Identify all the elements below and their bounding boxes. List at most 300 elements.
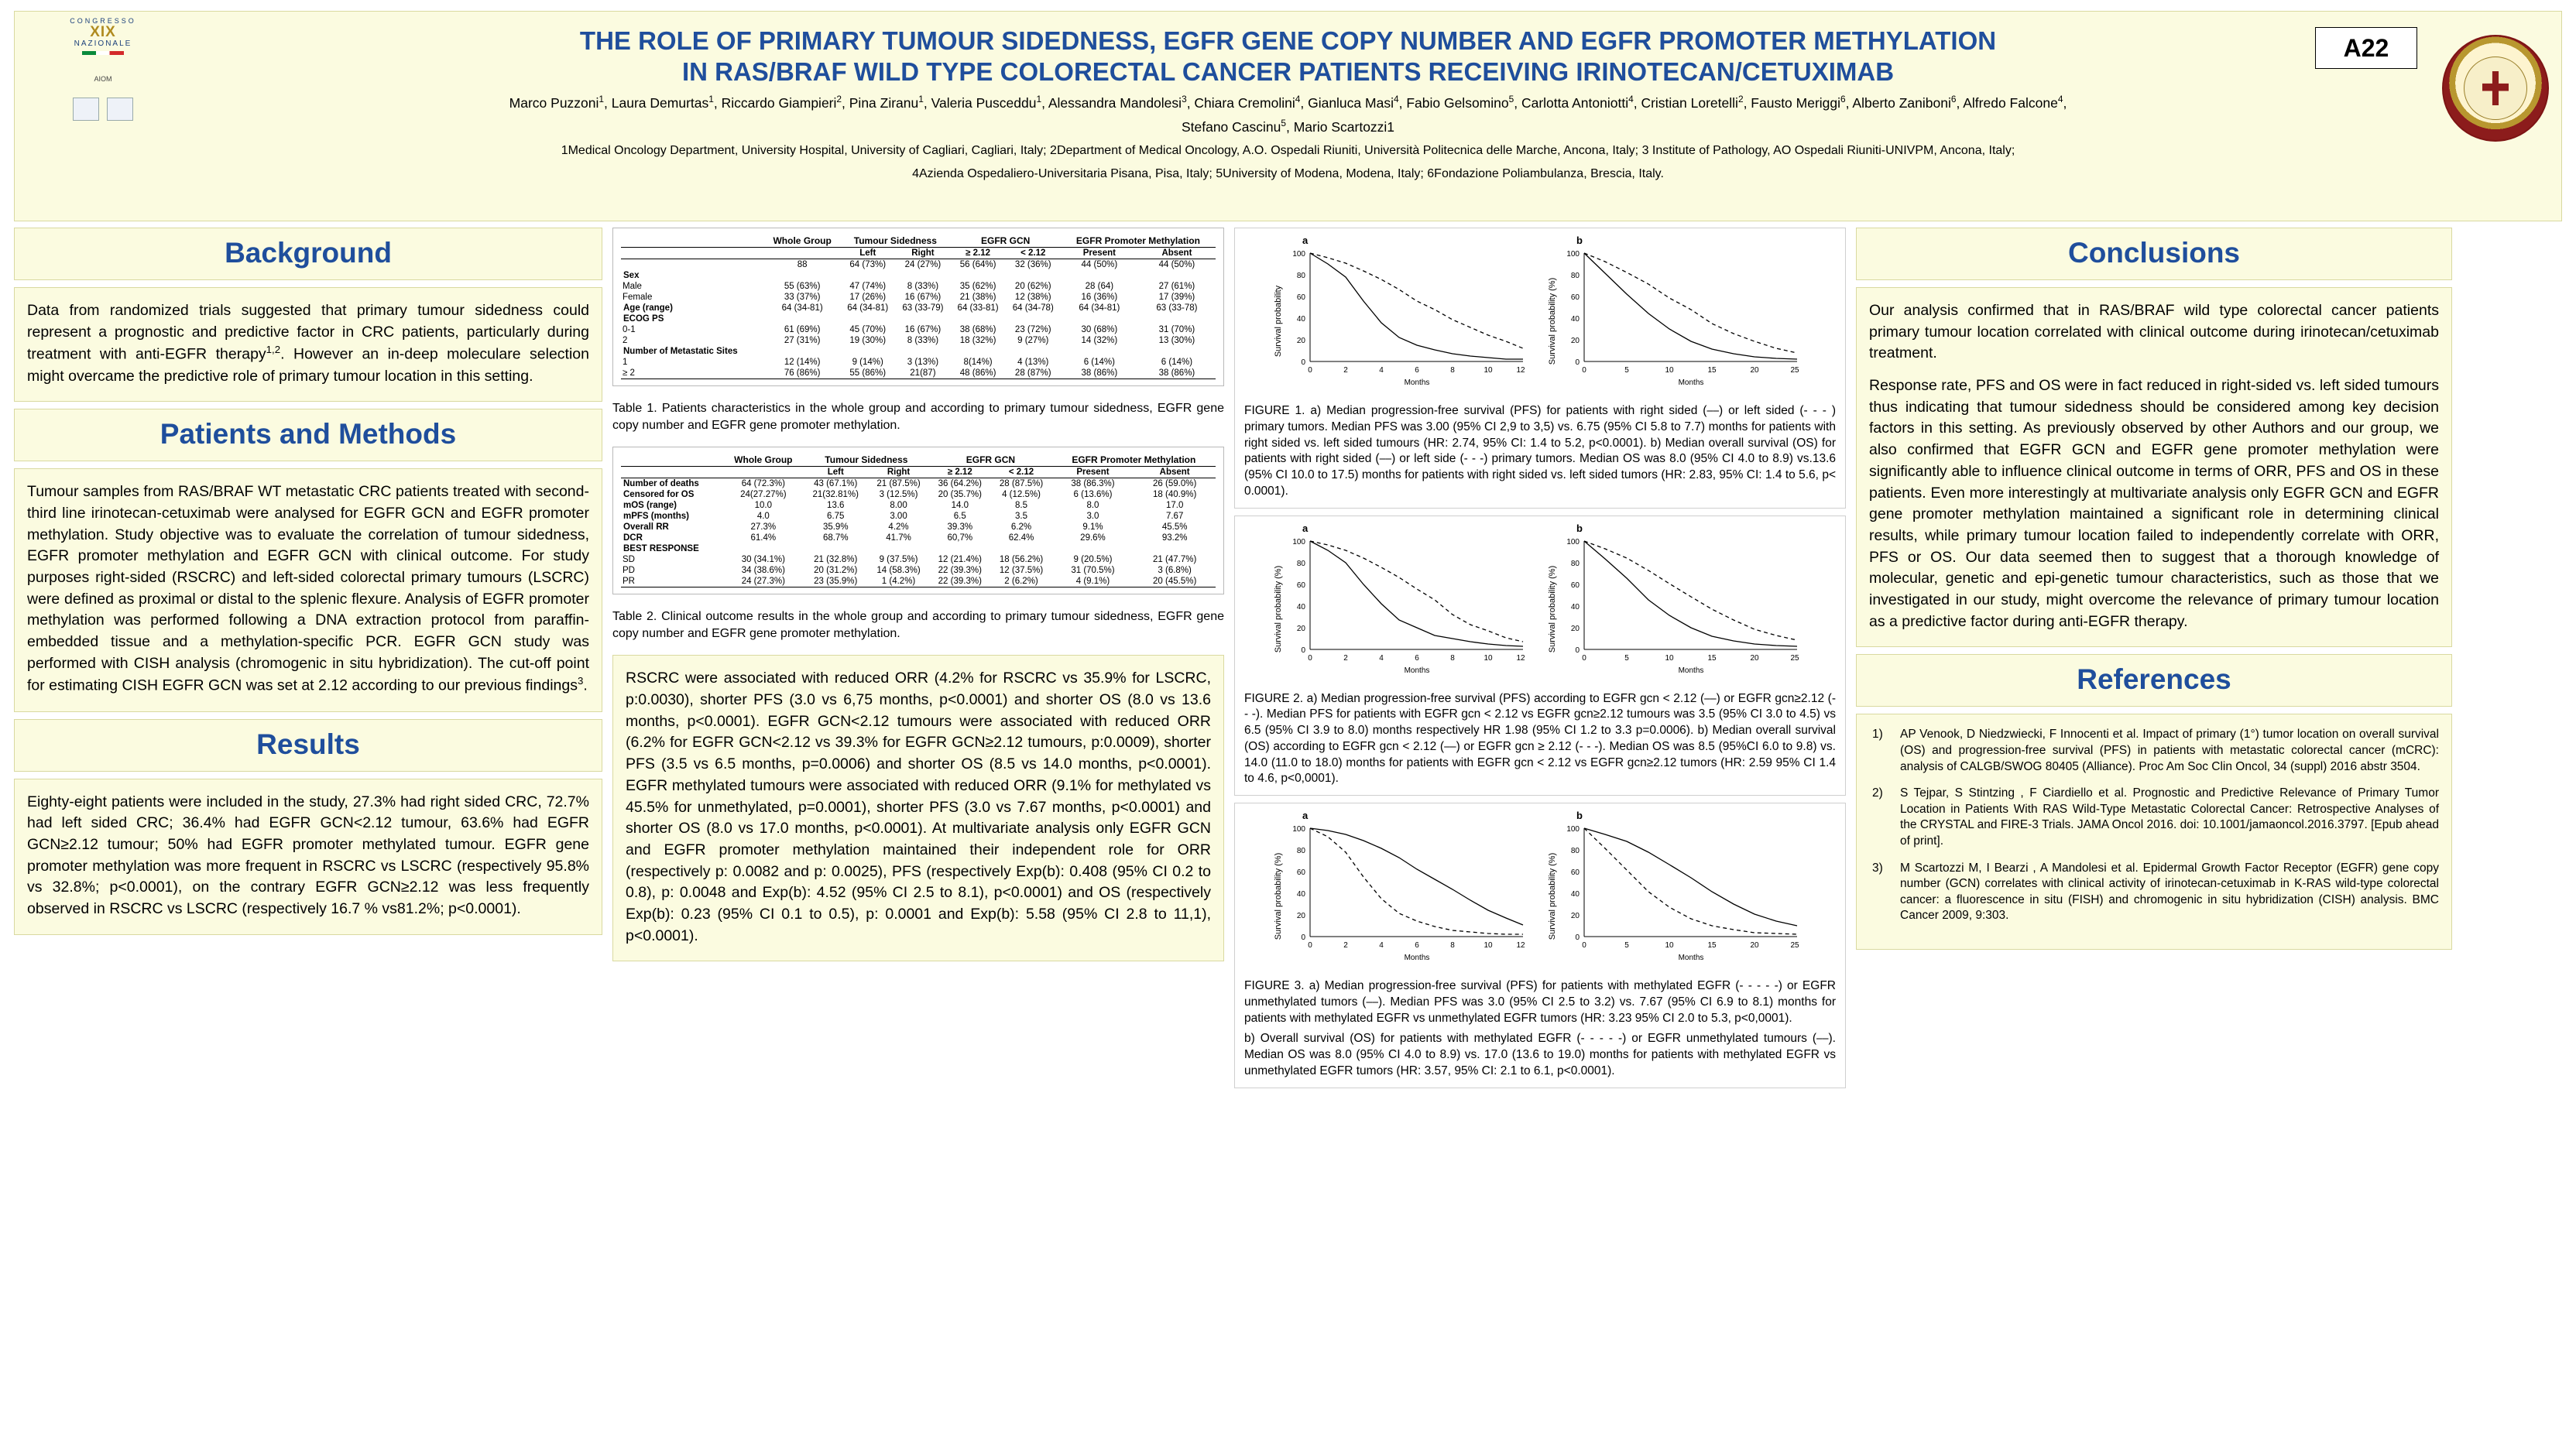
svg-text:80: 80 bbox=[1570, 272, 1580, 280]
cell: 8.0 bbox=[1086, 501, 1099, 511]
table1-group-sidedness: Tumour Sidedness bbox=[840, 235, 950, 248]
table-clinical-outcome bbox=[621, 454, 1216, 587]
figure-1-panel-b bbox=[1545, 236, 1809, 399]
svg-text:60: 60 bbox=[1570, 868, 1580, 878]
table2-group-whole: Whole Group bbox=[723, 454, 804, 467]
cell: 61 (69%) bbox=[784, 325, 821, 334]
authors-line-1: Marco Puzzoni$^1$, Laura Demurtas$^1$, Riccardo Giampieri$^2$, Pina Ziranu$^1$, Valeria Pusceddu$^1$, Alessandra Mandolesi$^3$, Chiara Cremolini$^4$, Gianluca Masi$^4$, Fabio Gelsomino$^5$, Carlotta Antoniotti$^4$, Cristian Loretelli$^2$, Fausto Meriggi$^6$, Alberto Zaniboni$^6$, Alfredo Falcone$^4$, bbox=[509, 93, 2067, 111]
cell: 4 (12.5%) bbox=[1002, 490, 1041, 500]
table-row bbox=[621, 357, 1216, 368]
table-patients-characteristics bbox=[621, 235, 1216, 379]
cell: 39.3% bbox=[947, 522, 973, 533]
cell: 21 (47.7%) bbox=[1153, 555, 1197, 565]
sponsor-logo-1 bbox=[73, 98, 99, 121]
svg-text:5: 5 bbox=[1624, 366, 1629, 375]
svg-text:20: 20 bbox=[1570, 337, 1580, 345]
figure-1-caption: FIGURE 1. a) Median progression-free survival (PFS) for patients with right sided (⎯⎯) or left sided (- - - ) primary tumors. Median PFS was 3.00 (95% CI 2,9 to 3,5) vs. 6.75 (95% CI 5.8 to 7.7) months for patients with right sided vs. left sided tumours (HR: 2.74, 95% CI: 1.4 to 5.2, p<0.0001). b) Median overall survival (OS) for patients with right sided (⎯⎯) or left side (- - -) primary tumors. Median OS was 8.0 (95% CI 4.0 to 8.9) vs.13.6 (95% CI 10.0 to 17.5) months for patients with right sided vs. left sided tumors (HR: 2.83, 95% CI: 1.4 to 5.6, p< 0.0001). bbox=[1244, 404, 1836, 498]
table2-sub-absent: Absent bbox=[1134, 467, 1216, 478]
cell: 55 (86%) bbox=[840, 368, 895, 379]
cell: 20 (35.7%) bbox=[938, 490, 982, 500]
cell: 22 (39.3%) bbox=[929, 576, 990, 587]
svg-text:25: 25 bbox=[1790, 366, 1799, 375]
cell: 9 (27%) bbox=[1017, 336, 1049, 345]
table1-sub-absent: Absent bbox=[1138, 248, 1216, 259]
cell: 24 (27.3%) bbox=[723, 576, 804, 587]
row-label: 2 bbox=[623, 336, 628, 345]
cell: 10.0 bbox=[754, 501, 773, 511]
figure-3a-chart bbox=[1271, 811, 1535, 970]
cell: 6 (13.6%) bbox=[1073, 490, 1113, 500]
cell: 64 (34-81) bbox=[1079, 303, 1120, 313]
svg-text:0: 0 bbox=[1308, 366, 1312, 375]
table-row bbox=[621, 259, 1216, 271]
svg-text:6: 6 bbox=[1415, 653, 1419, 663]
figure-2b-chart bbox=[1545, 524, 1809, 683]
cell: 18 (40.9%) bbox=[1153, 490, 1197, 500]
svg-text:0: 0 bbox=[1582, 653, 1586, 663]
svg-text:10: 10 bbox=[1665, 366, 1674, 375]
table-row bbox=[621, 335, 1216, 346]
table2-sub-left: Left bbox=[804, 467, 868, 478]
figure-1a-chart bbox=[1271, 236, 1535, 395]
reference-text: S Tejpar, S Stintzing , F Ciardiello et al. Prognostic and Predictive Relevance of Primary Tumor Location in Patients With RAS Wild-Type Metastatic Colorectal Cancer: Retrospective Analyses of the CRYSTAL and FIRE-3 Trials. JAMA Oncol 2016. doi: 10.1001/jamaoncol.2016.3797. [Epub ahead of print]. bbox=[1900, 786, 2439, 848]
svg-text:10: 10 bbox=[1665, 653, 1674, 663]
cell: 6 (14%) bbox=[1161, 358, 1193, 367]
row-label: Censored for OS bbox=[623, 490, 695, 500]
svg-text:0: 0 bbox=[1575, 358, 1580, 367]
university-crest-logo bbox=[2442, 35, 2549, 142]
svg-text:10: 10 bbox=[1484, 653, 1493, 663]
cell: 45.5% bbox=[1161, 522, 1188, 533]
cell: 61.4% bbox=[750, 533, 777, 543]
table-row bbox=[621, 281, 1216, 292]
svg-text:12: 12 bbox=[1516, 941, 1525, 951]
congress-logo-top: CONGRESSO bbox=[70, 17, 136, 25]
cell: 21(32.81%) bbox=[812, 490, 859, 500]
figure-2-panel-a-label: a bbox=[1302, 522, 1309, 534]
cell: 21(87) bbox=[895, 368, 950, 379]
table1-group-whole: Whole Group bbox=[764, 235, 840, 248]
cell: 4.0 bbox=[756, 512, 770, 522]
cell: 14 (58.3%) bbox=[876, 566, 921, 576]
table-row bbox=[621, 576, 1216, 587]
cell: 38 (68%) bbox=[959, 325, 996, 334]
cell: 68.7% bbox=[822, 533, 849, 543]
cell: 60,7% bbox=[947, 533, 973, 543]
cell: 28 (87%) bbox=[1006, 368, 1061, 379]
table1-sub-left: Left bbox=[840, 248, 895, 259]
cell: 4 (13%) bbox=[1017, 358, 1049, 367]
svg-text:10: 10 bbox=[1484, 941, 1493, 951]
cell: 27 (31%) bbox=[784, 336, 821, 345]
svg-text:4: 4 bbox=[1379, 366, 1384, 375]
svg-text:Months: Months bbox=[1678, 954, 1704, 963]
cell: 4 (9.1%) bbox=[1052, 576, 1134, 587]
cell: 35 (62%) bbox=[959, 282, 996, 291]
cell: 47 (74%) bbox=[849, 282, 887, 291]
svg-text:40: 40 bbox=[1570, 602, 1580, 611]
row-label: DCR bbox=[623, 533, 643, 543]
figure-1-container bbox=[1234, 228, 1846, 509]
cell: 22 (39.3%) bbox=[938, 566, 982, 576]
cell: 31 (70.5%) bbox=[1071, 566, 1115, 576]
table2-group-header-row bbox=[621, 454, 1216, 467]
cell: 41.7% bbox=[886, 533, 911, 543]
cell: 23 (72%) bbox=[1014, 325, 1051, 334]
table-row bbox=[621, 313, 1216, 324]
svg-text:4: 4 bbox=[1379, 653, 1384, 663]
cell: 6.2% bbox=[1010, 522, 1032, 533]
svg-text:2: 2 bbox=[1343, 653, 1348, 663]
list-item bbox=[1869, 861, 2439, 924]
svg-text:Survival probability: Survival probability bbox=[1274, 285, 1283, 358]
figure-2a-chart bbox=[1271, 524, 1535, 683]
svg-text:80: 80 bbox=[1570, 847, 1580, 856]
cell: 20 (62%) bbox=[1014, 282, 1051, 291]
cell: 14.0 bbox=[951, 501, 969, 511]
svg-text:20: 20 bbox=[1570, 912, 1580, 921]
congress-logo-mid: NAZIONALE bbox=[74, 39, 132, 49]
cell: 3 (13%) bbox=[907, 358, 939, 367]
cell: 13.6 bbox=[827, 501, 845, 511]
cell: 44 (50%) bbox=[1158, 260, 1195, 269]
table1-sub-gcn-low: < 2.12 bbox=[1006, 248, 1061, 259]
cell: 21 (38%) bbox=[959, 293, 996, 302]
row-label: Overall RR bbox=[623, 522, 669, 533]
table1-group-gcn: EGFR GCN bbox=[951, 235, 1061, 248]
svg-text:0: 0 bbox=[1575, 646, 1580, 655]
cell: 93.2% bbox=[1161, 533, 1188, 543]
svg-text:40: 40 bbox=[1296, 315, 1305, 324]
cell: 62.4% bbox=[1008, 533, 1034, 543]
svg-text:5: 5 bbox=[1624, 941, 1629, 951]
cell: 55 (63%) bbox=[784, 282, 821, 291]
cell: 64 (34-81) bbox=[847, 303, 889, 313]
cell: 26 (59.0%) bbox=[1153, 479, 1197, 489]
italian-flag-icon bbox=[82, 51, 124, 55]
cell: 8.00 bbox=[890, 501, 907, 511]
poster-columns bbox=[11, 228, 2565, 1088]
table1-group-header-row bbox=[621, 235, 1216, 248]
svg-text:2: 2 bbox=[1343, 366, 1348, 375]
table1-body bbox=[621, 259, 1216, 379]
figure-3b-chart bbox=[1545, 811, 1809, 970]
section-title-results: Results bbox=[14, 719, 602, 772]
cell: 43 (67.1%) bbox=[814, 479, 858, 489]
svg-text:Months: Months bbox=[1404, 379, 1430, 387]
cell: 34 (38.6%) bbox=[741, 566, 785, 576]
figure-3-panel-a bbox=[1271, 811, 1535, 974]
row-label: Number of deaths bbox=[623, 479, 699, 489]
cell: 28 (87.5%) bbox=[999, 479, 1044, 489]
svg-text:60: 60 bbox=[1296, 868, 1305, 878]
section-title-conclusions: Conclusions bbox=[1856, 228, 2452, 280]
svg-text:2: 2 bbox=[1343, 941, 1348, 951]
cell: 12 (21.4%) bbox=[938, 555, 982, 565]
cell: 44 (50%) bbox=[1081, 260, 1118, 269]
cell: 9 (37.5%) bbox=[879, 555, 918, 565]
cell: 30 (34.1%) bbox=[741, 555, 785, 565]
section-title-patients-methods: Patients and Methods bbox=[14, 409, 602, 461]
cell: 64 (73%) bbox=[849, 260, 887, 269]
svg-text:25: 25 bbox=[1790, 941, 1799, 951]
table2-body bbox=[621, 478, 1216, 587]
svg-text:20: 20 bbox=[1750, 366, 1759, 375]
svg-text:0: 0 bbox=[1575, 933, 1580, 943]
congress-logo bbox=[26, 18, 180, 121]
cell: 14 (32%) bbox=[1081, 336, 1118, 345]
svg-text:12: 12 bbox=[1516, 366, 1525, 375]
table2-group-gcn: EGFR GCN bbox=[929, 454, 1052, 467]
svg-text:15: 15 bbox=[1707, 366, 1717, 375]
cell: 76 (86%) bbox=[764, 368, 840, 379]
svg-text:60: 60 bbox=[1570, 293, 1580, 302]
column-four bbox=[1856, 228, 2452, 1088]
svg-text:80: 80 bbox=[1296, 559, 1305, 568]
table-row bbox=[621, 270, 1216, 281]
table1-sub-header-row bbox=[621, 248, 1216, 259]
figure-1b-chart bbox=[1545, 236, 1809, 395]
figure-3-panels bbox=[1244, 811, 1836, 974]
cell: 6 (14%) bbox=[1083, 358, 1115, 367]
figure-2-panels bbox=[1244, 524, 1836, 687]
authors-line-2: Stefano Cascinu$^5$, Mario Scartozzi1 bbox=[1181, 117, 1395, 135]
svg-text:Months: Months bbox=[1404, 954, 1430, 963]
conclusions-paragraph-2: Response rate, PFS and OS were in fact reduced in right-sided vs. left sided tumours thus indicating that tumour sidedness should be considered among key decision factors in this setting. As previously observed by other Authors and our group, we also confirmed that EGFR GCN and EGFR gene promoter methylation were significantly able to influence clinical outcome in terms of ORR, PFS and OS in these patients. Even more interestingly at multivariate analysis only EGFR GCN and EGFR gene promoter methylation maintained a significant role in determining clinical results, while primary tumour location failed to independently correlate with ORR, PFS or OS. Our data seemed then to suggest that a thorough knowledge of molecular, genetic and epi-genetic tumour characteristics, such as those that we investigated in our study, might overcome the relevance of primary tumour location as a predictive factor during anti-EGFR therapy. bbox=[1869, 377, 2439, 630]
list-item bbox=[1869, 727, 2439, 775]
table2-sub-header-row bbox=[621, 467, 1216, 478]
cell: 64 (72.3%) bbox=[741, 479, 785, 489]
section-body-conclusions bbox=[1856, 287, 2452, 647]
svg-text:60: 60 bbox=[1570, 581, 1580, 590]
table2-caption: Table 2. Clinical outcome results in the whole group and according to primary tumour sidedness, EGFR gene copy number and EGFR gene promoter methylation. bbox=[612, 610, 1224, 640]
svg-text:100: 100 bbox=[1566, 825, 1580, 834]
cell: 18 (56.2%) bbox=[999, 555, 1044, 565]
cell: 88 bbox=[797, 260, 808, 269]
cell: 21 (87.5%) bbox=[876, 479, 921, 489]
section-title-background: Background bbox=[14, 228, 602, 280]
reference-number: 3) bbox=[1872, 861, 1883, 875]
cell: 12 (37.5%) bbox=[999, 566, 1044, 576]
cell: 38 (86%) bbox=[1138, 368, 1216, 379]
svg-text:Survival probability (%): Survival probability (%) bbox=[1274, 565, 1283, 653]
svg-text:Survival probability (%): Survival probability (%) bbox=[1548, 277, 1557, 365]
svg-text:10: 10 bbox=[1484, 366, 1493, 375]
table-row bbox=[621, 554, 1216, 565]
row-label: Age (range) bbox=[623, 303, 673, 313]
svg-text:20: 20 bbox=[1570, 624, 1580, 633]
figure-1-panel-a-label: a bbox=[1302, 235, 1309, 246]
table1-container bbox=[612, 228, 1224, 386]
table2-sub-present: Present bbox=[1052, 467, 1134, 478]
row-label: Sex bbox=[623, 271, 640, 280]
cell: 8 (33%) bbox=[907, 282, 939, 291]
row-label: Male bbox=[623, 282, 642, 291]
table2-sub-gcn-low: < 2.12 bbox=[990, 467, 1051, 478]
cell: 3.00 bbox=[890, 512, 907, 522]
row-label: BEST RESPONSE bbox=[623, 544, 699, 554]
table-row bbox=[621, 292, 1216, 303]
table-row bbox=[621, 533, 1216, 543]
svg-text:0: 0 bbox=[1308, 653, 1312, 663]
row-label: mPFS (months) bbox=[623, 512, 689, 522]
cell: 38 (86.3%) bbox=[1071, 479, 1115, 489]
svg-text:20: 20 bbox=[1750, 941, 1759, 951]
svg-text:40: 40 bbox=[1296, 890, 1305, 899]
reference-number: 1) bbox=[1872, 728, 1883, 742]
svg-text:0: 0 bbox=[1308, 941, 1312, 951]
cell: 33 (37%) bbox=[784, 293, 821, 302]
svg-text:80: 80 bbox=[1570, 559, 1580, 568]
svg-text:60: 60 bbox=[1296, 581, 1305, 590]
list-item bbox=[1869, 786, 2439, 849]
figure-2-panel-a bbox=[1271, 524, 1535, 687]
row-label: SD bbox=[623, 555, 635, 565]
table1-sub-right: Right bbox=[895, 248, 950, 259]
cell: 12 (14%) bbox=[784, 358, 821, 367]
cell: 32 (36%) bbox=[1014, 260, 1051, 269]
poster-header bbox=[14, 11, 2562, 221]
cell: 45 (70%) bbox=[849, 325, 887, 334]
svg-text:Months: Months bbox=[1678, 379, 1704, 387]
svg-text:15: 15 bbox=[1707, 653, 1717, 663]
cell: 35.9% bbox=[822, 522, 849, 533]
cell: 24 (27%) bbox=[904, 260, 942, 269]
table1-sub-present: Present bbox=[1061, 248, 1138, 259]
cell: 63 (33-78) bbox=[1156, 303, 1198, 313]
cell: 3.5 bbox=[1015, 512, 1028, 522]
figure-3-container bbox=[1234, 803, 1846, 1088]
figure-1-panels bbox=[1244, 236, 1836, 399]
svg-text:Months: Months bbox=[1678, 666, 1704, 675]
reference-text: AP Venook, D Niedzwiecki, F Innocenti et al. Impact of primary (1°) tumor location on overall survival (OS) and progression-free survival (PFS) in patients with metastatic colorectal cancer (mCRC): analysis of CALGB/SWOG 80405 (Alliance). Proc Am Soc Clin Oncol, 34 (suppl) 2016 abstr 3504. bbox=[1900, 728, 2439, 773]
table2-group-sidedness: Tumour Sidedness bbox=[804, 454, 930, 467]
table-row bbox=[621, 489, 1216, 500]
cell: 64 (34-78) bbox=[1012, 303, 1054, 313]
svg-text:Months: Months bbox=[1404, 666, 1430, 675]
svg-text:8: 8 bbox=[1450, 941, 1455, 951]
cell: 4.2% bbox=[888, 522, 909, 533]
svg-text:Survival probability (%): Survival probability (%) bbox=[1548, 565, 1557, 653]
svg-text:100: 100 bbox=[1566, 537, 1580, 546]
svg-text:Survival probability (%): Survival probability (%) bbox=[1274, 852, 1283, 940]
page-title bbox=[208, 26, 2368, 88]
figure-2-caption: FIGURE 2. a) Median progression-free survival (PFS) according to EGFR gcn < 2.12 (⎯⎯) or EGFR gcn≥2.12 (- - -). Median PFS for patients with EGFR gcn < 2.12 vs EGFR gcn≥2.12 tumours was 3.5 (95% CI 3.0 to 4.5) vs 6.5 (95% CI 3.9 to 8.0) months respectively HR 1.98 (95% CI 1.2 to 3.3 p=0.0006). b) Median overall survival (OS) according to EGFR gcn < 2.12 (⎯⎯) or EGFR gcn ≥ 2.12 (- - -). Median OS was 8.5 (95%CI 6.0 to 9.8) vs. 14.0 (11.0 to 18.0) months for patients with EGFR gcn < 2.12 vs EGFR gcn≥2.12 tumors (HR: 2.59 95% CI 1.4 to 4.6, p<0,0001). bbox=[1244, 691, 1836, 786]
svg-text:0: 0 bbox=[1582, 941, 1586, 951]
cell: 48 (86%) bbox=[951, 368, 1006, 379]
section-body-patients-methods: Tumour samples from RAS/BRAF WT metastatic CRC patients treated with second-third line irinotecan-cetuximab were analysed for EGFR GCN and EGFR promoter methylation. Study objective was to evaluate the correlation of tumour sidedness, EGFR promoter methylation and EGFR GCN with clinical outcome. For study purposes right-sided (RSCRC) and left-sided colorectal primary tumours (LSCRC) were defined as proximal or distal to the splenic flexure. Analysis of EGFR promoter methylation was performed following a DNA extraction protocol from paraffin-embedded tissue and a methylation-specific PCR. EGFR GCN study was performed with CISH analysis (chromogenic in situ hybridization). The cut-off point for estimating CISH EGFR GCN was set at 2.12 according to our previous findings$^3$. bbox=[14, 468, 602, 711]
svg-text:40: 40 bbox=[1570, 890, 1580, 899]
figure-2-panel-b bbox=[1545, 524, 1809, 687]
cell: 16 (67%) bbox=[904, 293, 942, 302]
cell: 27 (61%) bbox=[1158, 282, 1195, 291]
cell: 16 (36%) bbox=[1081, 293, 1118, 302]
cell: 31 (70%) bbox=[1158, 325, 1195, 334]
reference-number: 2) bbox=[1872, 786, 1883, 800]
table-row bbox=[621, 543, 1216, 554]
figure-1-panel-a bbox=[1271, 236, 1535, 399]
cell: 17.0 bbox=[1165, 501, 1184, 511]
svg-text:15: 15 bbox=[1707, 941, 1717, 951]
cell: 3 (6.8%) bbox=[1158, 566, 1192, 576]
svg-text:8: 8 bbox=[1450, 653, 1455, 663]
title-line-2: IN RAS/BRAF WILD TYPE COLORECTAL CANCER PATIENTS RECEIVING IRINOTECAN/CETUXIMAB bbox=[681, 57, 1895, 87]
svg-text:80: 80 bbox=[1296, 847, 1305, 856]
cell: 9.1% bbox=[1082, 522, 1103, 533]
cell: 17 (39%) bbox=[1158, 293, 1195, 302]
svg-text:20: 20 bbox=[1296, 624, 1305, 633]
table-row bbox=[621, 324, 1216, 335]
table-row bbox=[621, 346, 1216, 357]
sponsor-logos bbox=[26, 98, 180, 121]
table-row bbox=[621, 511, 1216, 522]
cell: 36 (64.2%) bbox=[938, 479, 982, 489]
figure-2-panel-b-label: b bbox=[1576, 522, 1583, 534]
svg-text:25: 25 bbox=[1790, 653, 1799, 663]
section-body-background: Data from randomized trials suggested that primary tumour sidedness could represent a prognostic and predictive factor in CRC patients, particularly during treatment with anti-EGFR therapy$^{1,2}$. However an in-deep moleculare selection might overcame the predictive role of primary tumour location in this setting. bbox=[14, 287, 602, 402]
svg-text:80: 80 bbox=[1296, 272, 1305, 280]
row-label: ECOG PS bbox=[623, 314, 664, 324]
table2-sub-right: Right bbox=[868, 467, 929, 478]
svg-text:6: 6 bbox=[1415, 366, 1419, 375]
svg-text:5: 5 bbox=[1624, 653, 1629, 663]
congress-logo-roman: XIX bbox=[90, 24, 116, 41]
svg-text:10: 10 bbox=[1665, 941, 1674, 951]
row-label: Female bbox=[623, 293, 653, 302]
figure-2-container bbox=[1234, 516, 1846, 796]
svg-text:100: 100 bbox=[1292, 250, 1305, 259]
column-two bbox=[612, 228, 1224, 1088]
cell: 1 (4.2%) bbox=[868, 576, 929, 587]
cell: 20 (31.2%) bbox=[814, 566, 858, 576]
cell: 38 (86%) bbox=[1061, 368, 1138, 379]
cell: 12 (38%) bbox=[1014, 293, 1051, 302]
cell: 30 (68%) bbox=[1081, 325, 1118, 334]
cell: 24(27.27%) bbox=[740, 490, 787, 500]
svg-text:12: 12 bbox=[1516, 653, 1525, 663]
cell: 64 (33-81) bbox=[957, 303, 999, 313]
column-three bbox=[1234, 228, 1846, 1088]
cell: 2 (6.2%) bbox=[990, 576, 1051, 587]
svg-text:6: 6 bbox=[1415, 941, 1419, 951]
cell: 63 (33-79) bbox=[902, 303, 944, 313]
cell: 3.0 bbox=[1086, 512, 1099, 522]
cell: 56 (64%) bbox=[959, 260, 996, 269]
cell: 6.75 bbox=[827, 512, 845, 522]
row-label: 1 bbox=[623, 358, 628, 367]
table-row bbox=[621, 303, 1216, 313]
table-row bbox=[621, 500, 1216, 511]
row-label: Number of Metastatic Sites bbox=[623, 347, 738, 356]
figure-3-panel-b-label: b bbox=[1576, 810, 1583, 822]
table1-sub-gcn-high: ≥ 2.12 bbox=[951, 248, 1006, 259]
conclusions-paragraph-1: Our analysis confirmed that in RAS/BRAF wild type colorectal cancer patients primary tumour location correlated with clinical outcome during irinotecan/cetuximab treatment. bbox=[1869, 302, 2439, 362]
cell: 18 (32%) bbox=[959, 336, 996, 345]
svg-text:20: 20 bbox=[1296, 912, 1305, 921]
row-label: PD bbox=[623, 566, 635, 576]
table2-container bbox=[612, 447, 1224, 594]
svg-text:100: 100 bbox=[1292, 825, 1305, 834]
reference-text: M Scartozzi M, I Bearzi , A Mandolesi et al. Epidermal Growth Factor Receptor (EGFR) gene copy number (GCN) correlates with clinical activity of irinotecan-cetuximab in K-RAS wild-type colorectal cancer: a fluorescence in situ (FISH) and chromogenic in situ hybridization (CISH) analysis. BMC Cancer 2009, 9:303. bbox=[1900, 861, 2439, 923]
figure-3-caption-line-2: b) Overall survival (OS) for patients with methylated EGFR (- - - - -) or EGFR unmethylated tumours (⎯⎯). Median OS was 8.0 (95% CI 4.0 to 8.9) vs. 17.0 (13.6 to 19.0) months for patients with methylated EGFR vs unmethylated EGFR tumors (HR: 3.57, 95% CI: 2.1 to 6.1, p<0.0001). bbox=[1244, 1032, 1836, 1078]
svg-text:100: 100 bbox=[1566, 250, 1580, 259]
title-line-1: THE ROLE OF PRIMARY TUMOUR SIDEDNESS, EGFR GENE COPY NUMBER AND EGFR PROMOTER METHYLATION bbox=[579, 26, 1997, 55]
section-body-results-detail: RSCRC were associated with reduced ORR (4.2% for RSCRC vs 35.9% for LSCRC, p:0.0030), shorter PFS (3.0 vs 6,75 months, p<0.0001) and shorter OS (8.0 vs 13.6 months, p<0.0001). EGFR GCN<2.12 tumours were associated with reduced ORR (6.2% for EGFR GCN<2.12 vs 39.3% for EGFR GCN≥2.12 tumours, p:0.0009), shorter PFS (3.5 vs 6.5 months, p=0.0006) and shorter OS (8.5 vs 14.0 months, p<0.0001). EGFR methylated tumours were associated with reduced ORR (9.1% for methylated vs 45.5% for unmethylated, p=0.0001), shorter PFS (3.0 vs 7.67 months, p<0.0001) and shorter OS (8.0 vs 17.0 months, p<0.0001). At multivariate analysis only EGFR GCN and EGFR promoter methylation maintained their independent role for ORR (respectively p: 0.0082 and p: 0.0025), PFS (respectively Exp(b): 0.408 (95% CI 0.2 to 0.8), p: 0.0048 and Exp(b): 4.52 (95% CI 2.5 to 8.1), p<0.0001) and OS (respectively Exp(b): 0.23 (95% CI 0.1 to 0.5), p: 0.0001 and Exp(b): 5.58 (95% CI 2.8 to 11,1), p<0.0001). bbox=[612, 655, 1224, 961]
row-label: PR bbox=[621, 576, 723, 587]
cell: 20 (45.5%) bbox=[1134, 576, 1216, 587]
cell: 19 (30%) bbox=[849, 336, 887, 345]
svg-text:20: 20 bbox=[1750, 653, 1759, 663]
